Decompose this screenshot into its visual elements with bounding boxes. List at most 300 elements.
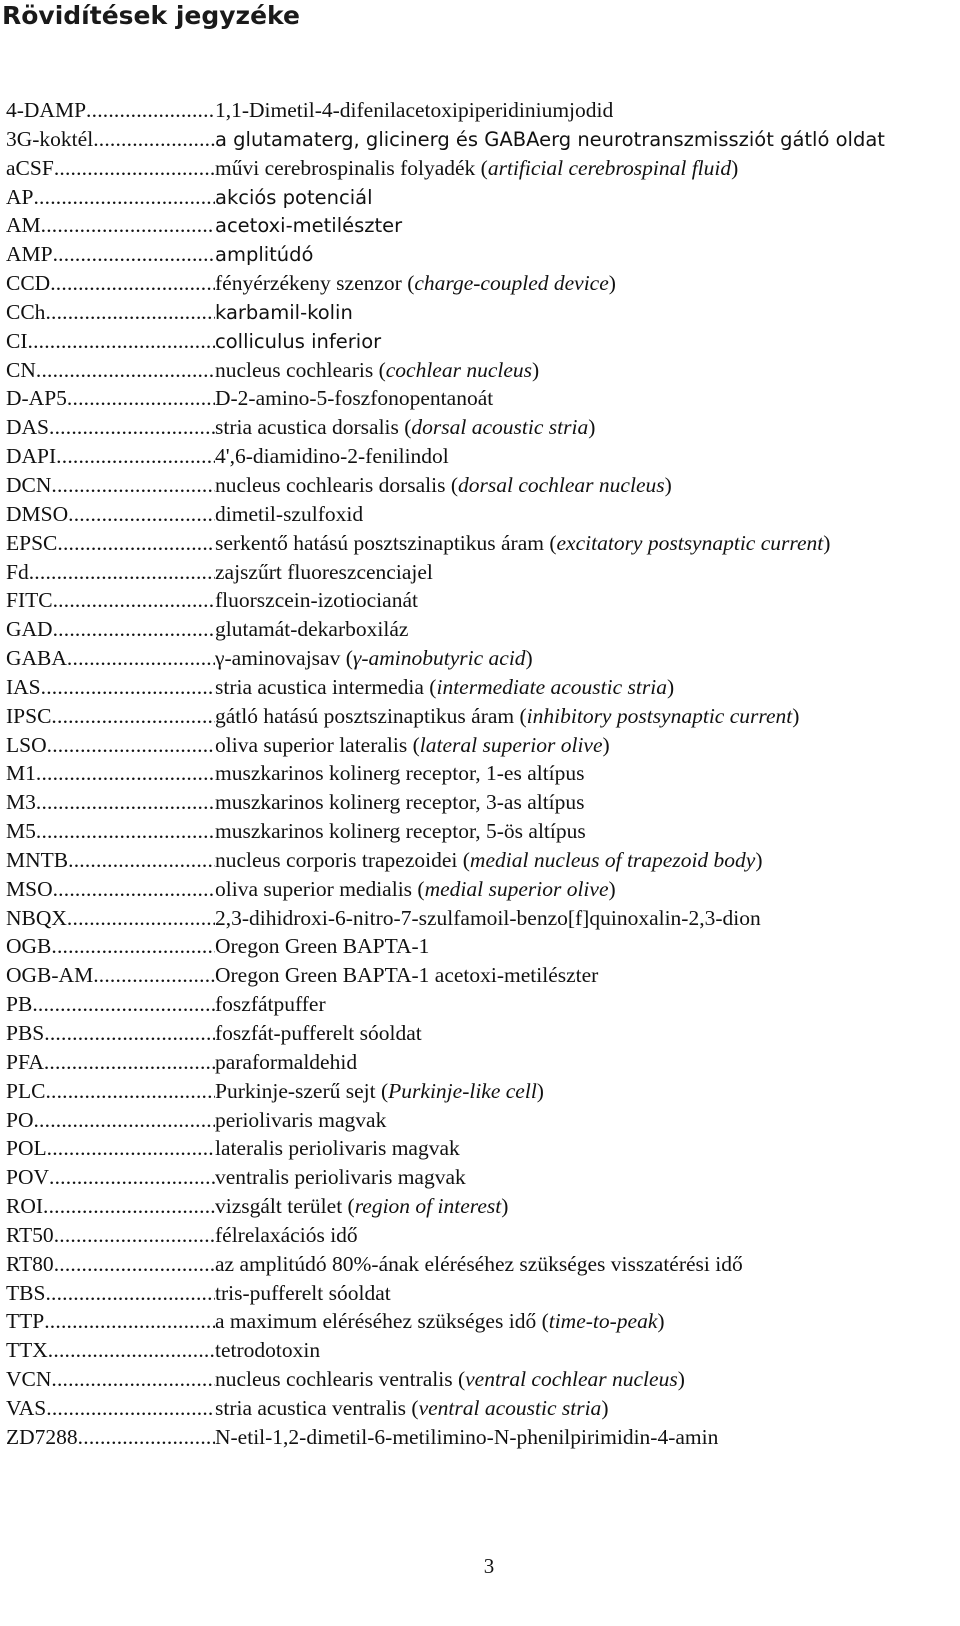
abbreviation-entry bbox=[6, 413, 956, 442]
abbreviation-term-column bbox=[6, 1423, 215, 1452]
abbreviation-definition bbox=[215, 702, 799, 731]
abbreviation-term: GAD bbox=[6, 617, 53, 642]
dot-leader bbox=[44, 1048, 215, 1077]
abbreviation-definition bbox=[215, 471, 672, 500]
abbreviation-entry bbox=[6, 471, 956, 500]
abbreviation-definition bbox=[215, 1394, 608, 1423]
definition-text: nucleus cochlearis ventralis ( bbox=[215, 1367, 466, 1392]
dot-leader bbox=[33, 183, 215, 212]
definition-text: stria acustica ventralis ( bbox=[215, 1395, 419, 1420]
definition-text: oliva superior medialis ( bbox=[215, 876, 425, 901]
dot-leader bbox=[86, 96, 215, 125]
dot-leader bbox=[57, 529, 215, 558]
dot-leader bbox=[49, 1163, 215, 1192]
definition-text: nucleus corporis trapezoidei ( bbox=[215, 847, 470, 872]
abbreviation-term: RT80 bbox=[6, 1251, 54, 1276]
abbreviation-term: DAPI bbox=[6, 444, 57, 469]
dot-leader bbox=[68, 500, 215, 529]
abbreviation-definition bbox=[215, 759, 585, 788]
definition-closing-paren: ) bbox=[823, 530, 831, 555]
definition-text: oliva superior lateralis ( bbox=[215, 732, 420, 757]
abbreviation-definition bbox=[215, 500, 363, 529]
definition-text: Oregon Green BAPTA-1 acetoxi-metilészter bbox=[215, 963, 599, 988]
dot-leader bbox=[51, 932, 215, 961]
dot-leader bbox=[56, 442, 215, 471]
abbreviation-definition bbox=[215, 1192, 508, 1221]
abbreviation-term-column bbox=[6, 1048, 215, 1077]
dot-leader bbox=[36, 817, 215, 846]
abbreviation-term: IAS bbox=[6, 674, 41, 699]
abbreviation-term: PLC bbox=[6, 1078, 46, 1103]
definition-closing-paren: ) bbox=[792, 703, 800, 728]
definition-english-term: dorsal cochlear nucleus bbox=[458, 472, 665, 497]
abbreviation-term: MNTB bbox=[6, 847, 69, 872]
abbreviation-entry bbox=[6, 529, 956, 558]
abbreviation-definition bbox=[215, 558, 433, 587]
abbreviation-definition bbox=[215, 184, 373, 213]
abbreviation-entry bbox=[6, 384, 956, 413]
definition-text: periolivaris magvak bbox=[215, 1107, 387, 1132]
abbreviation-definition bbox=[215, 442, 449, 471]
abbreviation-list bbox=[6, 96, 956, 1452]
dot-leader bbox=[48, 1336, 215, 1365]
definition-text: karbamil-kolin bbox=[215, 300, 353, 324]
definition-text: tris-pufferelt sóoldat bbox=[215, 1280, 391, 1305]
definition-text: 2,3-dihidroxi-6-nitro-7-szulfamoil-benzo[f]quinoxalin-2,3-dion bbox=[215, 905, 761, 930]
abbreviation-term: AP bbox=[6, 184, 34, 209]
abbreviation-definition bbox=[215, 356, 539, 385]
abbreviation-term: DAS bbox=[6, 415, 50, 440]
abbreviation-term: PO bbox=[6, 1107, 34, 1132]
abbreviation-entry bbox=[6, 442, 956, 471]
abbreviation-term-column bbox=[6, 1192, 215, 1221]
abbreviation-term-column bbox=[6, 500, 215, 529]
abbreviation-term-column bbox=[6, 932, 215, 961]
definition-text: vizsgált terület ( bbox=[215, 1194, 355, 1219]
abbreviation-entry bbox=[6, 1307, 956, 1336]
abbreviation-term: VAS bbox=[6, 1395, 47, 1420]
abbreviation-term-column bbox=[6, 529, 215, 558]
abbreviation-term: VCN bbox=[6, 1367, 52, 1392]
abbreviation-term: TBS bbox=[6, 1280, 46, 1305]
abbreviation-entry bbox=[6, 817, 956, 846]
definition-text: fényérzékeny szenzor ( bbox=[215, 271, 415, 296]
dot-leader bbox=[43, 1192, 215, 1221]
abbreviation-term-column bbox=[6, 298, 215, 327]
definition-text: ventralis periolivaris magvak bbox=[215, 1165, 466, 1190]
abbreviation-entry bbox=[6, 154, 956, 183]
dot-leader bbox=[45, 1279, 215, 1308]
definition-text: muszkarinos kolinerg receptor, 3-as altípus bbox=[215, 790, 585, 815]
abbreviation-entry bbox=[6, 1221, 956, 1250]
abbreviation-definition bbox=[215, 1307, 665, 1336]
definition-text: colliculus inferior bbox=[215, 329, 382, 353]
definition-text: muszkarinos kolinerg receptor, 1-es altípus bbox=[215, 761, 585, 786]
definition-text: amplitúdó bbox=[215, 243, 314, 267]
definition-english-term: dorsal acoustic stria bbox=[411, 415, 589, 440]
abbreviation-term: GABA bbox=[6, 646, 67, 671]
abbreviation-definition bbox=[215, 932, 429, 961]
abbreviation-term-column bbox=[6, 1019, 215, 1048]
abbreviation-term: CCD bbox=[6, 271, 51, 296]
abbreviation-term: MSO bbox=[6, 876, 53, 901]
definition-text: D-2-amino-5-foszfonopentanoát bbox=[215, 386, 494, 411]
dot-leader bbox=[44, 1019, 215, 1048]
abbreviation-term: POV bbox=[6, 1165, 50, 1190]
abbreviation-entry bbox=[6, 183, 956, 212]
abbreviation-definition bbox=[215, 212, 402, 241]
definition-text: stria acustica dorsalis ( bbox=[215, 415, 412, 440]
abbreviation-entry bbox=[6, 327, 956, 356]
abbreviation-entry bbox=[6, 1394, 956, 1423]
definition-closing-paren: ) bbox=[532, 357, 540, 382]
abbreviation-term: 4-DAMP bbox=[6, 98, 87, 122]
definition-text: gátló hatású posztszinaptikus áram ( bbox=[215, 703, 527, 728]
definition-english-term: region of interest bbox=[354, 1194, 502, 1219]
definition-text: serkentő hatású posztszinaptikus áram ( bbox=[215, 530, 557, 555]
abbreviation-definition bbox=[215, 1134, 460, 1163]
abbreviation-entry bbox=[6, 1336, 956, 1365]
abbreviation-entry bbox=[6, 586, 956, 615]
abbreviation-entry bbox=[6, 1019, 956, 1048]
definition-closing-paren: ) bbox=[755, 847, 763, 872]
dot-leader bbox=[45, 1077, 215, 1106]
abbreviation-entry bbox=[6, 1077, 956, 1106]
abbreviation-term-column bbox=[6, 240, 215, 269]
abbreviation-entry bbox=[6, 932, 956, 961]
abbreviation-definition bbox=[215, 1077, 544, 1106]
abbreviation-term: ZD7288 bbox=[6, 1424, 78, 1449]
abbreviation-definition bbox=[215, 817, 586, 846]
abbreviation-definition bbox=[215, 384, 493, 413]
dot-leader bbox=[50, 269, 215, 298]
abbreviation-definition bbox=[215, 96, 613, 125]
abbreviation-term-column bbox=[6, 817, 215, 846]
definition-text: acetoxi-metilészter bbox=[215, 214, 403, 238]
definition-text: 4',6-diamidino-2-fenilindol bbox=[215, 444, 449, 469]
definition-closing-paren: ) bbox=[608, 876, 616, 901]
dot-leader bbox=[46, 1394, 215, 1423]
definition-text: akciós potenciál bbox=[215, 185, 373, 209]
abbreviation-term-column bbox=[6, 154, 215, 183]
dot-leader bbox=[47, 731, 215, 760]
definition-english-term: cochlear nucleus bbox=[385, 357, 533, 382]
definition-text: γ-aminovajsav ( bbox=[215, 646, 353, 671]
abbreviation-entry bbox=[6, 1365, 956, 1394]
abbreviation-term-column bbox=[6, 327, 215, 356]
abbreviation-entry bbox=[6, 1106, 956, 1135]
abbreviation-entry bbox=[6, 1279, 956, 1308]
abbreviation-term: PFA bbox=[6, 1049, 44, 1074]
abbreviation-entry bbox=[6, 96, 956, 125]
abbreviation-entry bbox=[6, 961, 956, 990]
abbreviation-definition bbox=[215, 154, 738, 183]
abbreviation-definition bbox=[215, 673, 674, 702]
definition-text: az amplitúdó 80%-ának eléréséhez szükséges visszatérési idő bbox=[215, 1251, 743, 1276]
definition-english-term: medial nucleus of trapezoid body bbox=[469, 847, 756, 872]
definition-text: N-etil-1,2-dimetil-6-metilimino-N-phenilpirimidin-4-amin bbox=[215, 1424, 719, 1449]
abbreviation-term-column bbox=[6, 1134, 215, 1163]
definition-closing-paren: ) bbox=[536, 1078, 544, 1103]
dot-leader bbox=[54, 1221, 215, 1250]
abbreviation-entry bbox=[6, 500, 956, 529]
abbreviation-term-column bbox=[6, 183, 215, 212]
abbreviation-entry bbox=[6, 759, 956, 788]
abbreviation-term-column bbox=[6, 1307, 215, 1336]
abbreviation-definition bbox=[215, 1048, 357, 1077]
definition-english-term: ventral cochlear nucleus bbox=[465, 1367, 678, 1392]
definition-text: fluorszcein-izotiocianát bbox=[215, 588, 418, 613]
definition-text: Oregon Green BAPTA-1 bbox=[215, 934, 430, 959]
dot-leader bbox=[78, 1423, 215, 1452]
abbreviation-term-column bbox=[6, 413, 215, 442]
abbreviation-definition bbox=[215, 529, 830, 558]
definition-text: a glutamaterg, glicinerg és GABAerg neurotranszmissziót gátló oldat bbox=[215, 127, 885, 151]
definition-text: foszfát-pufferelt sóoldat bbox=[215, 1021, 422, 1045]
definition-closing-paren: ) bbox=[501, 1194, 509, 1219]
abbreviation-definition bbox=[215, 586, 418, 615]
definition-closing-paren: ) bbox=[601, 1395, 609, 1420]
definition-text: félrelaxációs idő bbox=[215, 1222, 358, 1247]
definition-closing-paren: ) bbox=[602, 732, 610, 757]
abbreviation-term-column bbox=[6, 384, 215, 413]
definition-text: paraformaldehid bbox=[215, 1049, 358, 1074]
abbreviation-definition bbox=[215, 875, 616, 904]
abbreviation-definition bbox=[215, 1106, 386, 1135]
abbreviation-term: PBS bbox=[6, 1021, 45, 1045]
abbreviation-term-column bbox=[6, 673, 215, 702]
abbreviation-term: EPSC bbox=[6, 530, 58, 555]
abbreviation-definition bbox=[215, 961, 598, 990]
definition-text: lateralis periolivaris magvak bbox=[215, 1136, 460, 1161]
definition-text: stria acustica intermedia ( bbox=[215, 674, 437, 699]
abbreviation-term: DMSO bbox=[6, 501, 69, 526]
abbreviation-term-column bbox=[6, 961, 215, 990]
abbreviation-definition bbox=[215, 904, 761, 933]
dot-leader bbox=[36, 788, 215, 817]
abbreviation-term-column bbox=[6, 125, 215, 154]
abbreviation-term-column bbox=[6, 471, 215, 500]
abbreviation-term-column bbox=[6, 702, 215, 731]
abbreviation-term: NBQX bbox=[6, 905, 67, 930]
abbreviation-entry bbox=[6, 644, 956, 673]
definition-text: nucleus cochlearis ( bbox=[215, 357, 386, 382]
dot-leader bbox=[36, 356, 215, 385]
abbreviation-term-column bbox=[6, 759, 215, 788]
abbreviation-definition bbox=[215, 615, 408, 644]
abbreviation-definition bbox=[215, 990, 326, 1019]
abbreviation-entry bbox=[6, 904, 956, 933]
abbreviation-definition bbox=[215, 846, 763, 875]
abbreviation-term-column bbox=[6, 558, 215, 587]
abbreviation-term-column bbox=[6, 904, 215, 933]
abbreviation-definition bbox=[215, 413, 595, 442]
abbreviation-term: FITC bbox=[6, 588, 53, 613]
abbreviation-entry bbox=[6, 615, 956, 644]
definition-english-term: artificial cerebrospinal fluid bbox=[487, 155, 732, 180]
abbreviation-term-column bbox=[6, 788, 215, 817]
definition-english-term: Purkinje-like cell bbox=[388, 1078, 537, 1103]
dot-leader bbox=[41, 211, 215, 240]
abbreviation-term: TTX bbox=[6, 1338, 48, 1363]
definition-english-term: γ-aminobutyric acid bbox=[352, 646, 526, 671]
dot-leader bbox=[36, 759, 215, 788]
abbreviation-term-column bbox=[6, 731, 215, 760]
dot-leader bbox=[51, 1365, 215, 1394]
abbreviation-term-column bbox=[6, 211, 215, 240]
dot-leader bbox=[93, 125, 215, 154]
abbreviation-entry bbox=[6, 1423, 956, 1452]
abbreviation-term-column bbox=[6, 615, 215, 644]
abbreviation-definition bbox=[215, 644, 533, 673]
abbreviation-entry bbox=[6, 875, 956, 904]
definition-closing-paren: ) bbox=[657, 1309, 665, 1334]
definition-closing-paren: ) bbox=[677, 1367, 685, 1392]
dot-leader bbox=[53, 586, 215, 615]
definition-closing-paren: ) bbox=[608, 271, 616, 296]
page-title: Rövidítések jegyzéke bbox=[2, 1, 300, 30]
abbreviation-term-column bbox=[6, 846, 215, 875]
definition-english-term: intermediate acoustic stria bbox=[436, 674, 667, 699]
dot-leader bbox=[68, 846, 215, 875]
abbreviation-entry bbox=[6, 125, 956, 154]
definition-english-term: medial superior olive bbox=[424, 876, 609, 901]
abbreviation-definition bbox=[215, 126, 885, 155]
abbreviation-definition bbox=[215, 299, 353, 328]
definition-closing-paren: ) bbox=[664, 472, 672, 497]
dot-leader bbox=[47, 1134, 215, 1163]
abbreviation-term-column bbox=[6, 442, 215, 471]
abbreviation-term: IPSC bbox=[6, 703, 52, 728]
abbreviation-entry bbox=[6, 1048, 956, 1077]
dot-leader bbox=[28, 327, 216, 356]
abbreviation-definition bbox=[215, 1365, 685, 1394]
abbreviation-term-column bbox=[6, 1077, 215, 1106]
definition-text: 1,1-Dimetil-4-difenilacetoxipiperidiniumjodid bbox=[215, 98, 614, 122]
dot-leader bbox=[67, 904, 215, 933]
definition-english-term: time-to-peak bbox=[548, 1309, 658, 1334]
dot-leader bbox=[33, 1106, 215, 1135]
definition-text: nucleus cochlearis dorsalis ( bbox=[215, 472, 458, 497]
definition-english-term: charge-coupled device bbox=[414, 271, 609, 296]
dot-leader bbox=[29, 558, 215, 587]
definition-english-term: ventral acoustic stria bbox=[418, 1395, 602, 1420]
abbreviation-entry bbox=[6, 731, 956, 760]
abbreviation-term: OGB-AM bbox=[6, 963, 94, 988]
abbreviation-entry bbox=[6, 788, 956, 817]
abbreviation-entry bbox=[6, 1192, 956, 1221]
abbreviation-entry bbox=[6, 211, 956, 240]
abbreviation-term-column bbox=[6, 1279, 215, 1308]
abbreviation-term: ROI bbox=[6, 1194, 44, 1219]
abbreviation-term: POL bbox=[6, 1136, 47, 1161]
definition-text: a maximum eléréséhez szükséges idő ( bbox=[215, 1309, 549, 1334]
abbreviation-term-column bbox=[6, 1221, 215, 1250]
abbreviation-term: CI bbox=[6, 328, 28, 353]
abbreviation-term: LSO bbox=[6, 732, 47, 757]
abbreviation-definition bbox=[215, 1221, 358, 1250]
definition-closing-paren: ) bbox=[588, 415, 596, 440]
dot-leader bbox=[93, 961, 215, 990]
abbreviation-term: PB bbox=[6, 992, 33, 1017]
dot-leader bbox=[67, 644, 215, 673]
dot-leader bbox=[54, 154, 215, 183]
definition-closing-paren: ) bbox=[731, 155, 739, 180]
abbreviation-entry bbox=[6, 702, 956, 731]
abbreviation-term-column bbox=[6, 644, 215, 673]
definition-english-term: lateral superior olive bbox=[419, 732, 603, 757]
abbreviation-entry bbox=[6, 673, 956, 702]
abbreviation-term-column bbox=[6, 1163, 215, 1192]
abbreviation-entry bbox=[6, 356, 956, 385]
abbreviation-term: M3 bbox=[6, 790, 36, 815]
abbreviation-definition bbox=[215, 269, 616, 298]
definition-closing-paren: ) bbox=[525, 646, 533, 671]
abbreviation-term-column bbox=[6, 875, 215, 904]
dot-leader bbox=[67, 384, 215, 413]
dot-leader bbox=[41, 673, 215, 702]
dot-leader bbox=[51, 471, 215, 500]
abbreviation-definition bbox=[215, 731, 610, 760]
abbreviation-definition bbox=[215, 788, 585, 817]
abbreviation-definition bbox=[215, 241, 313, 270]
dot-leader bbox=[54, 1250, 215, 1279]
abbreviation-term-column bbox=[6, 990, 215, 1019]
abbreviation-term-column bbox=[6, 96, 215, 125]
abbreviation-definition bbox=[215, 328, 381, 357]
dot-leader bbox=[53, 875, 215, 904]
abbreviation-term: M1 bbox=[6, 761, 36, 786]
abbreviation-term: D-AP5 bbox=[6, 386, 67, 411]
abbreviation-term-column bbox=[6, 1365, 215, 1394]
dot-leader bbox=[44, 1307, 215, 1336]
definition-text: Purkinje-szerű sejt ( bbox=[215, 1078, 389, 1103]
dot-leader bbox=[53, 615, 215, 644]
page-number: 3 bbox=[483, 1554, 495, 1578]
dot-leader bbox=[45, 298, 215, 327]
abbreviation-entry bbox=[6, 269, 956, 298]
definition-text: foszfátpuffer bbox=[215, 992, 326, 1017]
definition-closing-paren: ) bbox=[666, 674, 675, 699]
abbreviation-entry bbox=[6, 240, 956, 269]
dot-leader bbox=[49, 413, 215, 442]
abbreviation-definition bbox=[215, 1336, 320, 1365]
definition-english-term: excitatory postsynaptic current bbox=[556, 530, 824, 555]
abbreviation-entry bbox=[6, 990, 956, 1019]
abbreviation-term: aCSF bbox=[6, 155, 54, 180]
abbreviation-term-column bbox=[6, 586, 215, 615]
abbreviation-entry bbox=[6, 1250, 956, 1279]
abbreviation-entry bbox=[6, 558, 956, 587]
abbreviation-term: DCN bbox=[6, 472, 52, 497]
abbreviation-term-column bbox=[6, 1336, 215, 1365]
abbreviation-definition bbox=[215, 1019, 422, 1048]
abbreviation-term-column bbox=[6, 356, 215, 385]
abbreviation-entry bbox=[6, 298, 956, 327]
abbreviation-definition bbox=[215, 1250, 743, 1279]
abbreviation-term-column bbox=[6, 1106, 215, 1135]
abbreviation-term: AM bbox=[6, 213, 41, 238]
abbreviation-term: M5 bbox=[6, 819, 36, 844]
abbreviation-term-column bbox=[6, 269, 215, 298]
definition-text: zajszűrt fluoreszcenciajel bbox=[215, 559, 433, 584]
definition-english-term: inhibitory postsynaptic current bbox=[526, 703, 793, 728]
definition-text: művi cerebrospinalis folyadék ( bbox=[215, 155, 488, 180]
dot-leader bbox=[32, 990, 215, 1019]
abbreviation-term-column bbox=[6, 1250, 215, 1279]
abbreviation-entry bbox=[6, 1134, 956, 1163]
dot-leader bbox=[53, 240, 215, 269]
